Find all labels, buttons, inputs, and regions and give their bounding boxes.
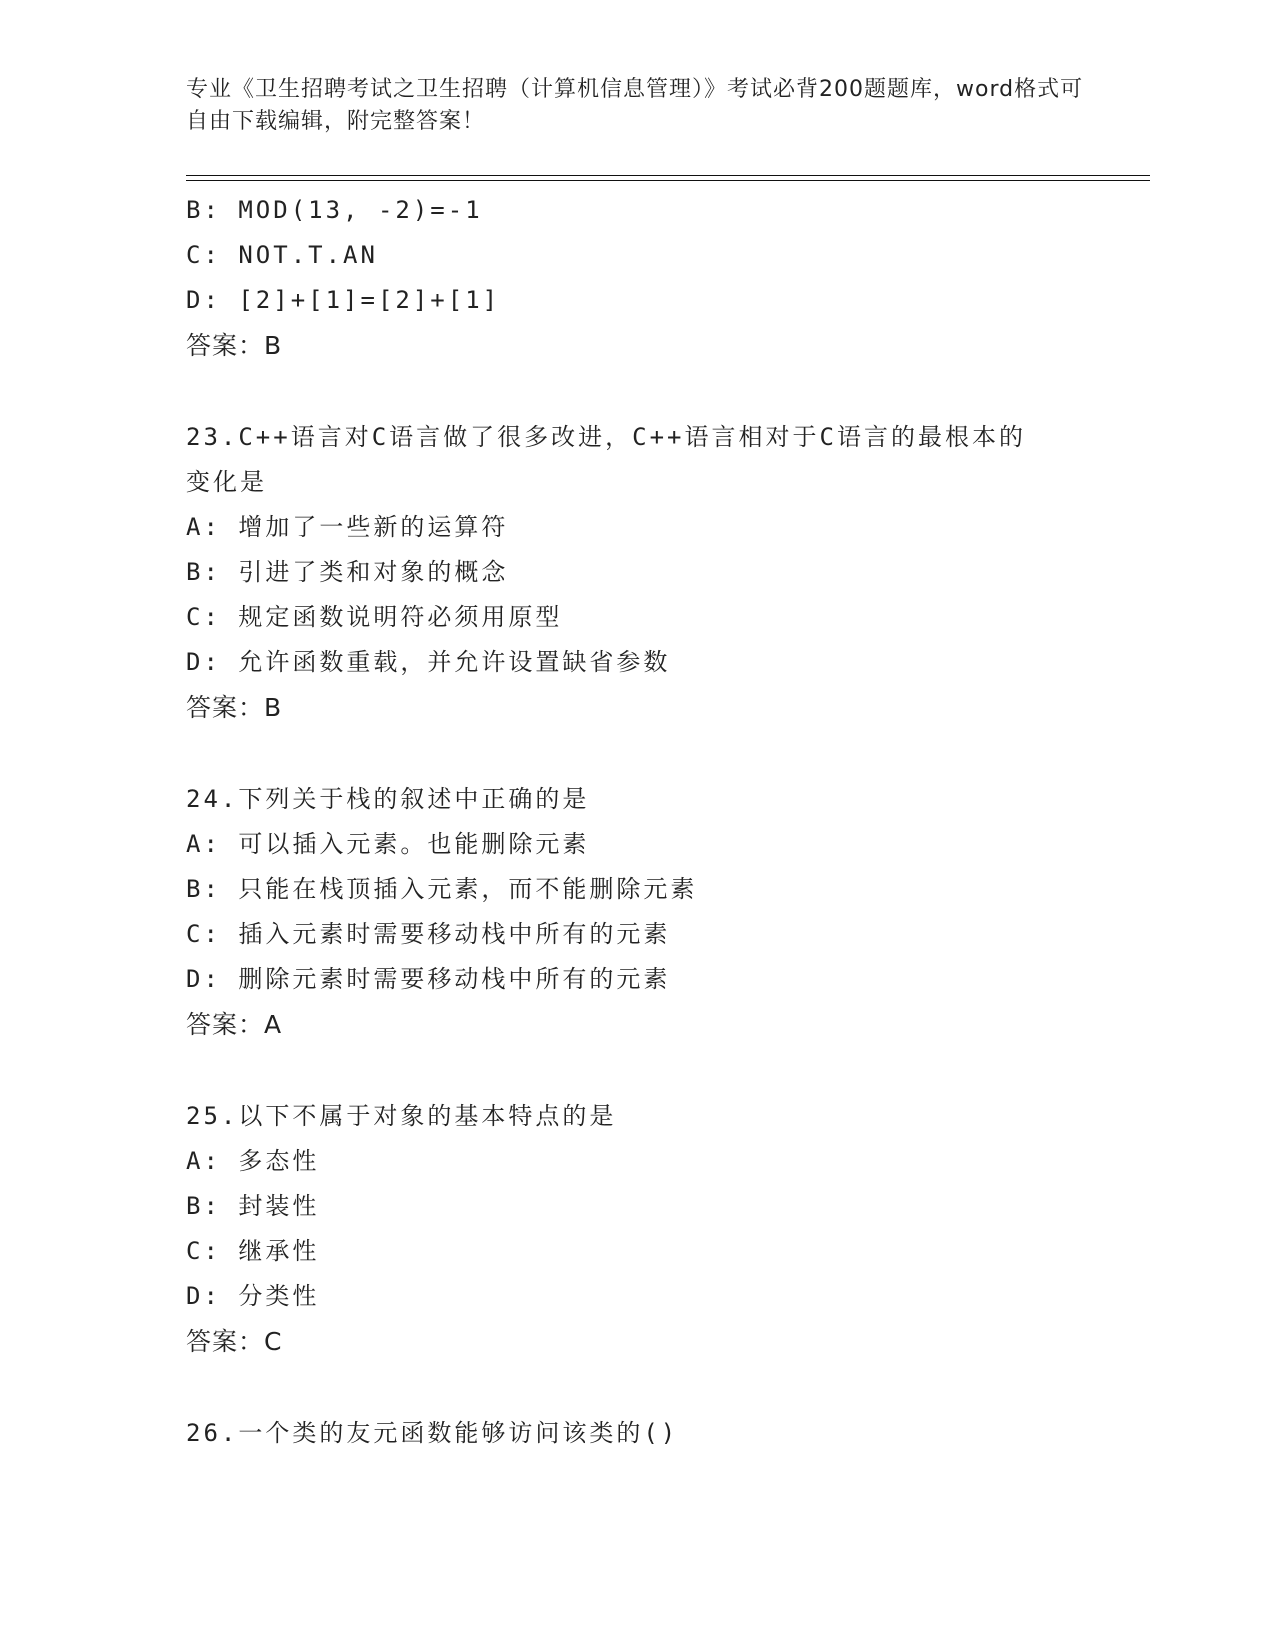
question-23 <box>186 415 1086 730</box>
spacer <box>186 730 1086 777</box>
option-d: D: 允许函数重载，并允许设置缺省参数 <box>186 648 671 676</box>
question-26 <box>186 1411 1086 1456</box>
option-b: B: MOD(13, -2)=-1 <box>186 196 483 224</box>
question-22-tail <box>186 188 1086 368</box>
option-c: C: NOT.T.AN <box>186 241 378 269</box>
question-25 <box>186 1094 1086 1364</box>
question-24 <box>186 777 1086 1047</box>
option-a: A: 多态性 <box>186 1147 320 1175</box>
spacer <box>186 368 1086 415</box>
answer-line: 答案：B <box>186 331 283 360</box>
option-c: C: 继承性 <box>186 1237 320 1265</box>
header-divider-bottom <box>186 180 1150 181</box>
option-a: A: 增加了一些新的运算符 <box>186 513 509 541</box>
header-divider-top <box>186 175 1150 176</box>
question-stem: 25.以下不属于对象的基本特点的是 <box>186 1102 617 1130</box>
answer-line: 答案：C <box>186 1327 283 1356</box>
option-b: B: 只能在栈顶插入元素，而不能删除元素 <box>186 875 698 903</box>
option-d: D: 删除元素时需要移动栈中所有的元素 <box>186 965 671 993</box>
option-b: B: 封装性 <box>186 1192 320 1220</box>
spacer <box>186 1364 1086 1411</box>
option-d: D: [2]+[1]=[2]+[1] <box>186 286 501 314</box>
spacer <box>186 1047 1086 1094</box>
question-stem-continued: 变化是 <box>186 468 267 496</box>
option-c: C: 插入元素时需要移动栈中所有的元素 <box>186 920 671 948</box>
option-a: A: 可以插入元素。也能删除元素 <box>186 830 590 858</box>
question-stem: 26.一个类的友元函数能够访问该类的() <box>186 1419 679 1447</box>
option-b: B: 引进了类和对象的概念 <box>186 558 509 586</box>
question-list <box>186 188 1086 1456</box>
question-stem: 24.下列关于栈的叙述中正确的是 <box>186 785 590 813</box>
option-c: C: 规定函数说明符必须用原型 <box>186 603 563 631</box>
answer-line: 答案：A <box>186 1010 283 1039</box>
answer-line: 答案：B <box>186 693 283 722</box>
document-header: 专业《卫生招聘考试之卫生招聘（计算机信息管理）》考试必背200题题库，word格式可自由下载编辑，附完整答案！ <box>186 77 1084 134</box>
option-d: D: 分类性 <box>186 1282 320 1310</box>
question-stem: 23.C++语言对C语言做了很多改进，C++语言相对于C语言的最根本的 <box>186 423 1026 451</box>
